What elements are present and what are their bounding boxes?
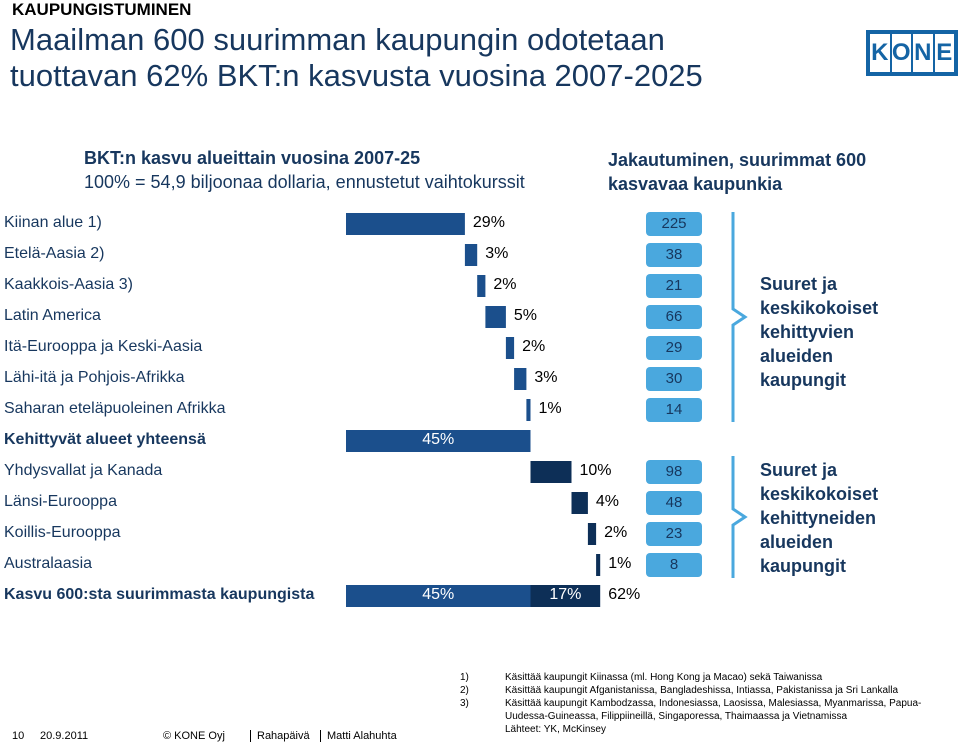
footnote-text: Käsittää kaupungit Kambodzassa, Indonesiassa, Laosissa, Malesiassa, Myanmarissa, Papua- bbox=[505, 698, 922, 709]
category-label: Saharan eteläpuoleinen Afrikka bbox=[4, 400, 226, 417]
value-label: 2% bbox=[493, 276, 517, 293]
group-label-line: Suuret ja bbox=[760, 460, 838, 480]
city-count-badge: 30 bbox=[646, 367, 702, 391]
value-label: 29% bbox=[472, 214, 505, 231]
category-label: Kaakkois-Aasia 3) bbox=[4, 276, 133, 293]
footnote-num: 1) bbox=[460, 672, 469, 683]
group-label-line: keskikokoiset bbox=[760, 484, 879, 504]
footnote-source: Lähteet: YK, McKinsey bbox=[505, 724, 606, 735]
value-label: 3% bbox=[534, 369, 558, 386]
waterfall-bar bbox=[572, 492, 588, 514]
footnote-text: Uudessa-Guineassa, Filippiineillä, Singaporessa, Thaimaassa ja Vietnamissa bbox=[505, 711, 848, 722]
waterfall-bar bbox=[526, 399, 530, 421]
footnote-text: Käsittää kaupungit Kiinassa (ml. Hong Kong ja Macao) sekä Taiwanissa bbox=[505, 672, 823, 683]
footer-author: Matti Alahuhta bbox=[320, 730, 397, 742]
logo-letter: E bbox=[935, 34, 955, 72]
value-label: 1% bbox=[538, 400, 562, 417]
group-label-line: kehittyvien bbox=[760, 322, 855, 342]
waterfall-bar bbox=[465, 244, 477, 266]
footnote-text: Käsittää kaupungit Afganistanissa, Bangladeshissa, Intiassa, Pakistanissa ja Sri Lankalla bbox=[505, 685, 899, 696]
kicker: KAUPUNGISTUMINEN bbox=[12, 0, 192, 19]
waterfall-bar bbox=[346, 213, 465, 235]
title-line-2: tuottavan 62% BKT:n kasvusta vuosina 2007-2025 bbox=[10, 58, 703, 93]
group-label-line: alueiden bbox=[760, 346, 834, 366]
value-label: 5% bbox=[513, 307, 538, 324]
category-label: Kehittyvät alueet yhteensä bbox=[4, 431, 206, 448]
value-label: 45% bbox=[422, 431, 455, 448]
developed-group-label bbox=[760, 458, 878, 578]
logo-letter: O bbox=[892, 34, 912, 72]
waterfall-bar bbox=[485, 306, 506, 328]
group-label-line: alueiden bbox=[760, 532, 834, 552]
left-subtitle-line2: 100% = 54,9 biljoonaa dollaria, ennustetut vaihtokurssit bbox=[84, 172, 525, 192]
footnote-texts bbox=[505, 672, 921, 737]
category-label: Lähi-itä ja Pohjois-Afrikka bbox=[4, 369, 185, 386]
developed-bracket bbox=[733, 456, 745, 578]
category-label: Etelä-Aasia 2) bbox=[4, 245, 105, 262]
value-label: 1% bbox=[608, 555, 632, 572]
developing-group-label bbox=[760, 272, 878, 392]
waterfall-bar bbox=[588, 523, 596, 545]
category-label: Itä-Eurooppa ja Keski-Aasia bbox=[4, 338, 203, 355]
footer-date: 20.9.2011 bbox=[40, 730, 89, 742]
value-label: 4% bbox=[595, 493, 620, 510]
logo-letter: K bbox=[870, 34, 890, 72]
group-label-line: kaupungit bbox=[760, 370, 846, 390]
category-label: Latin America bbox=[4, 307, 101, 324]
page-number: 10 bbox=[12, 730, 25, 742]
category-label: Länsi-Eurooppa bbox=[4, 493, 117, 510]
category-label: Australaasia bbox=[4, 555, 93, 572]
city-count-badge: 21 bbox=[646, 274, 702, 298]
right-subtitle: Jakautuminen, suurimmat 600 kasvavaa kaupunkia bbox=[608, 150, 867, 194]
city-count-badge: 98 bbox=[646, 460, 702, 484]
city-count-badge: 14 bbox=[646, 398, 702, 422]
logo-letter: N bbox=[913, 34, 933, 72]
value-label: 2% bbox=[522, 338, 546, 355]
city-count-badge: 48 bbox=[646, 491, 702, 515]
group-label-line: keskikokoiset bbox=[760, 298, 879, 318]
footer-event: Rahapäivä bbox=[250, 730, 310, 742]
city-count-badge: 29 bbox=[646, 336, 702, 360]
value-label: 10% bbox=[579, 462, 612, 479]
value-label: 2% bbox=[604, 524, 628, 541]
city-count-badge: 66 bbox=[646, 305, 702, 329]
title-line-1: Maailman 600 suurimman kaupungin odotetaan bbox=[10, 22, 665, 57]
footnote-num: 3) bbox=[460, 698, 469, 709]
developing-bracket bbox=[733, 212, 745, 422]
group-label-line: kaupungit bbox=[760, 556, 846, 576]
category-label: Yhdysvallat ja Kanada bbox=[4, 462, 163, 479]
waterfall-bar bbox=[477, 275, 485, 297]
group-label-line: kehittyneiden bbox=[760, 508, 877, 528]
footnote-num: 2) bbox=[460, 685, 469, 696]
city-count-badge: 8 bbox=[646, 553, 702, 577]
waterfall-bar bbox=[506, 337, 514, 359]
value-label: 3% bbox=[485, 245, 509, 262]
total-label: 62% bbox=[608, 586, 641, 603]
waterfall-bar bbox=[531, 461, 572, 483]
waterfall-bar bbox=[514, 368, 526, 390]
value-label: 45% bbox=[422, 586, 455, 603]
category-label: Kiinan alue 1) bbox=[4, 214, 102, 231]
left-subtitle: BKT:n kasvu alueittain vuosina 2007-25 bbox=[84, 148, 421, 168]
footnote-nums bbox=[460, 672, 469, 711]
group-label-line: Suuret ja bbox=[760, 274, 838, 294]
city-count-badge: 23 bbox=[646, 522, 702, 546]
category-label: Kasvu 600:sta suurimmasta kaupungista bbox=[4, 586, 315, 603]
waterfall-bar bbox=[596, 554, 600, 576]
value-label: 17% bbox=[549, 586, 582, 603]
city-count-badge: 38 bbox=[646, 243, 702, 267]
footer-org: © KONE Oyj bbox=[163, 730, 225, 742]
category-label: Koillis-Eurooppa bbox=[4, 524, 121, 541]
city-count-badge: 225 bbox=[646, 212, 702, 236]
